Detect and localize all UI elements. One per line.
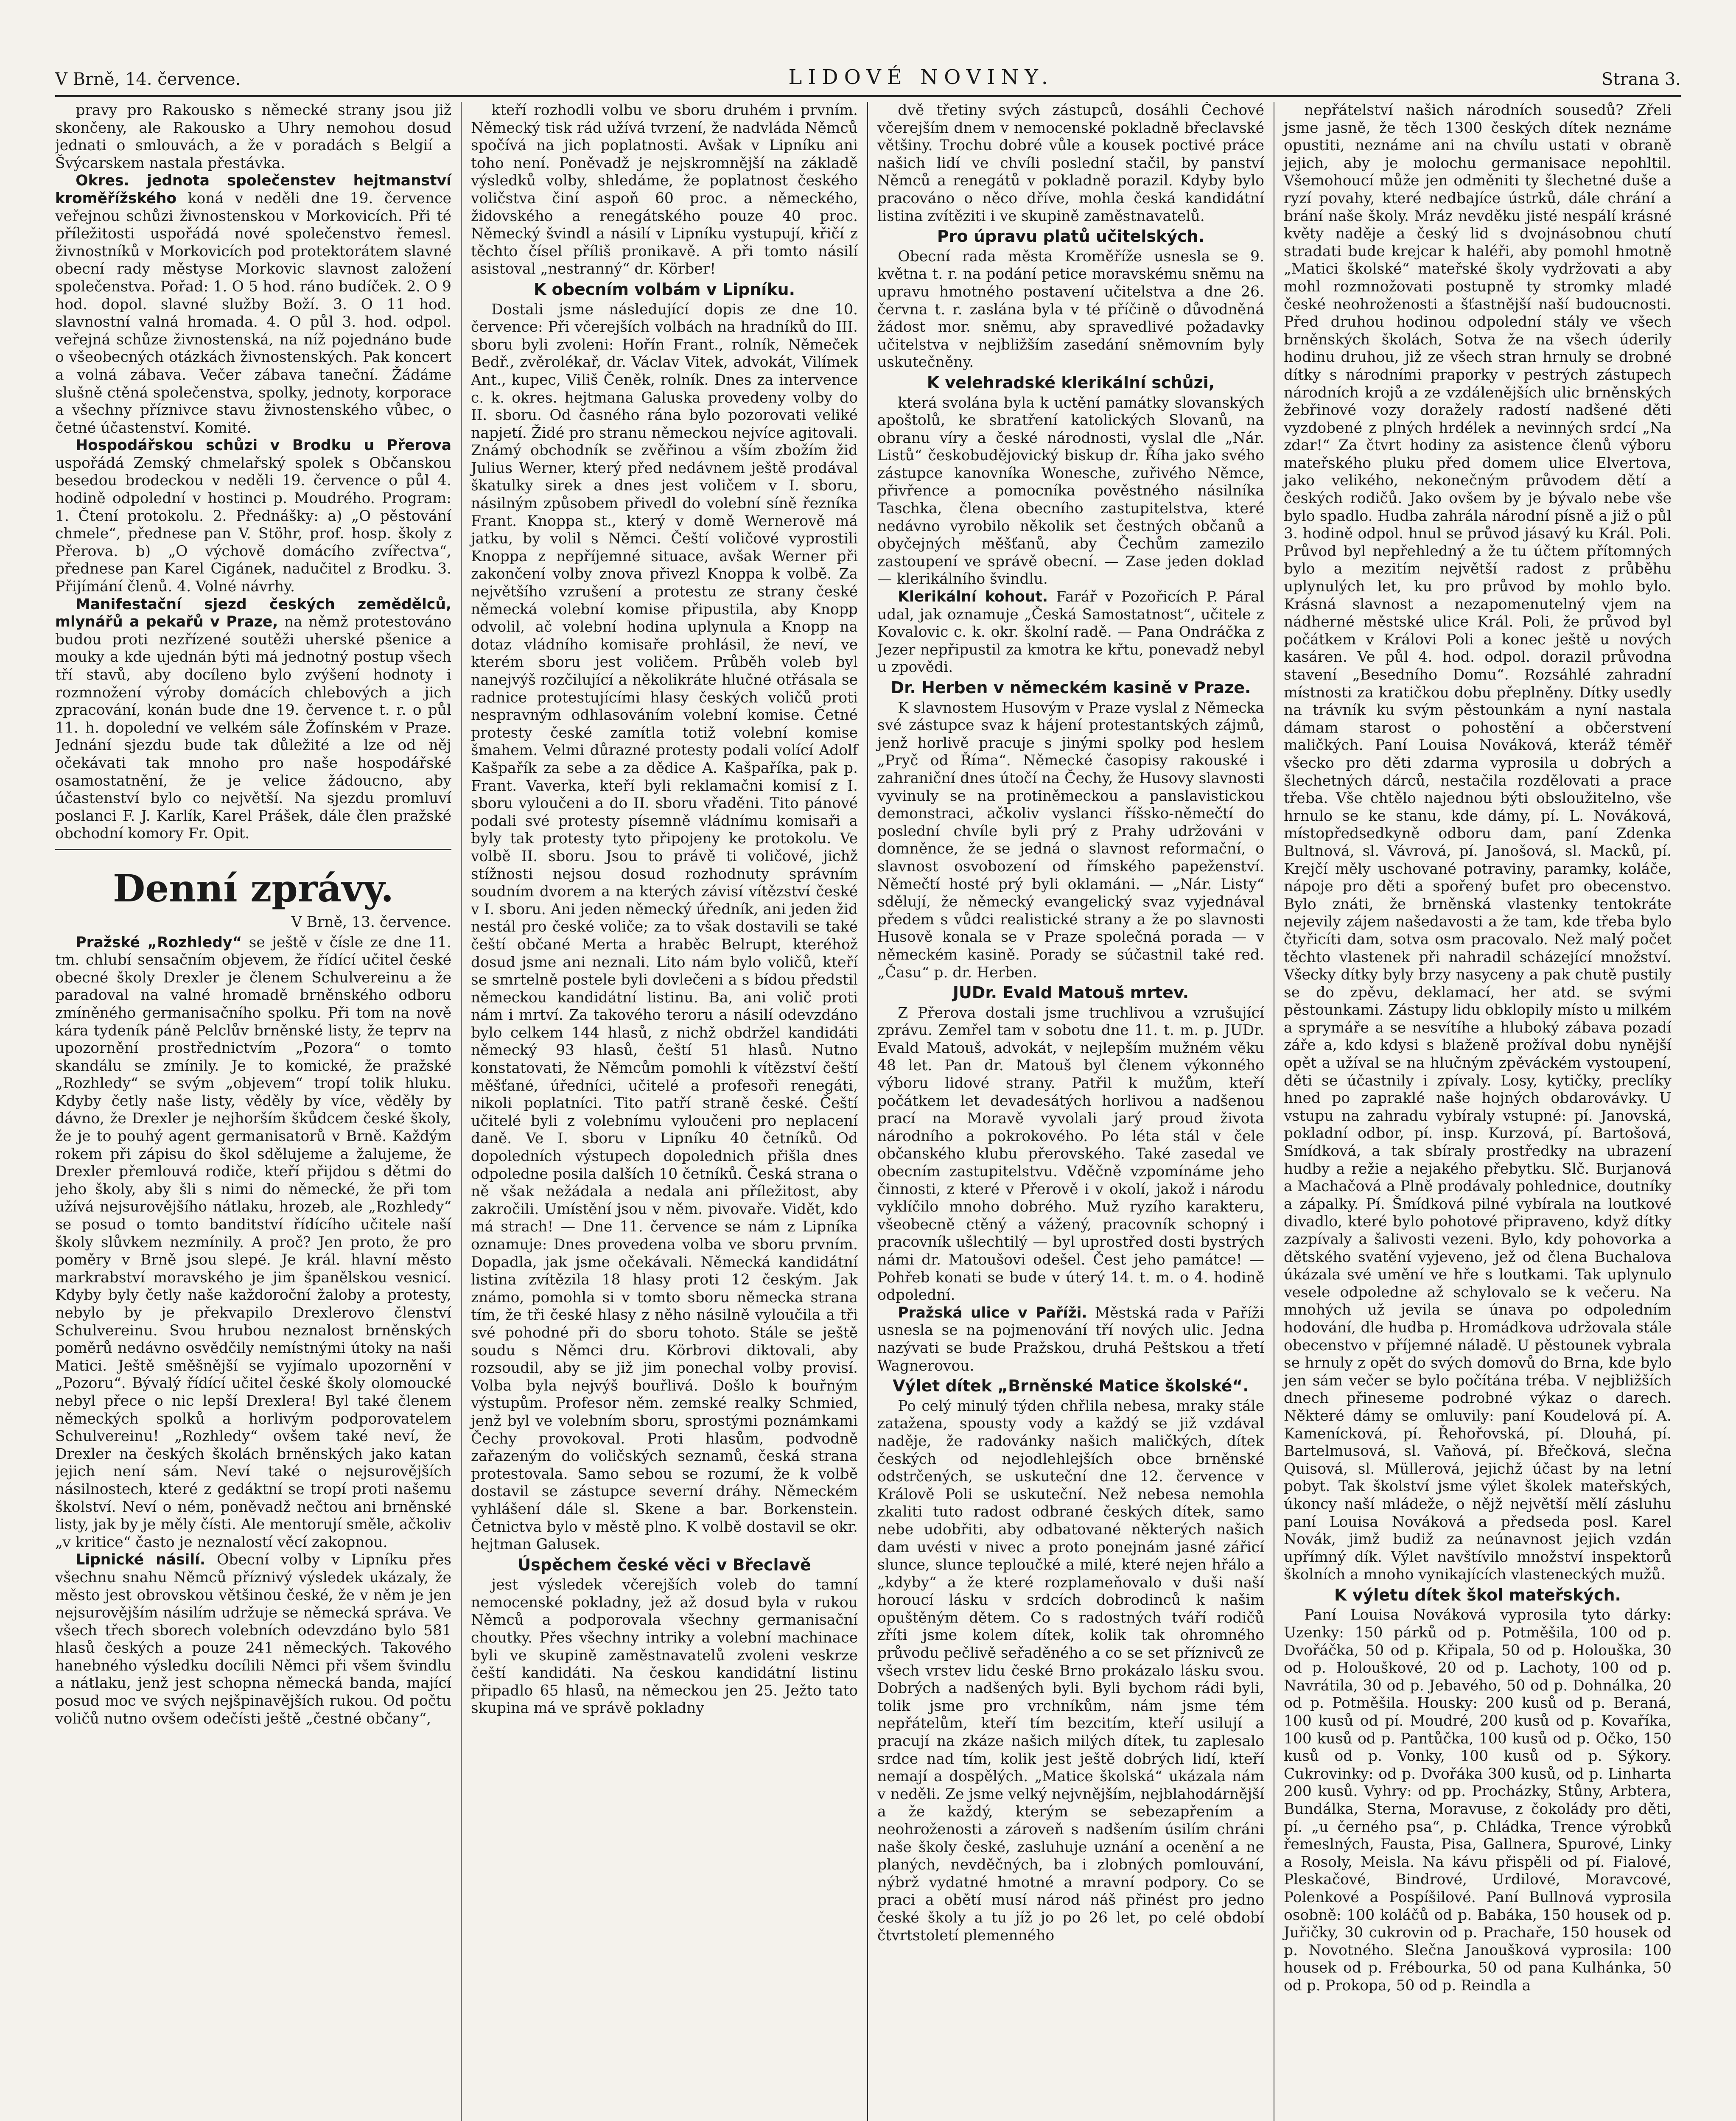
article-text: K slavnostem Husovým v Praze vyslal z Německa své zástupce svaz k hájení protestantských zájmů, jenž horlivě pracuje s jinými spolky pod heslem „Pryč od Říma“. Německé časopisy rakouské i zahraniční dnes útočí na Čechy, že Husovy slavnosti vyvinuly se na protiněmeckou a panslavistickou demonstraci, ačkoliv vyslanci říšsko-němečtí do poslední chvíle byli prý z Prahy udržováni v domněnce, že se jedná o slavnost reformační, o slavnost osvobození od římského papeženství. Němečtí hosté prý byli oklamáni. — „Nár. Listy“ sdělují, že německý evangelický svaz vyjednával předem s vůdci realistické strany a že po slavnosti Husově konala se v Praze společná porada — v německém kasině. Porady se súčastnil také red. „Času“ p. dr. Herben. (877, 699, 1264, 981)
article-heading: Pro úpravu platů učitelských. (937, 227, 1205, 246)
article-text: která svolána byla k uctění památky slovanských apoštolů, ke sbratření katolických Slovanů, na obranu víry a české národnosti, vyslal dle „Nár. Listů“ českobudějovický biskup dr. Říha jako svého zástupce kanovníka Wonesche, zuřivého Němce, přivřence a pomocníka pověstného násilníka Taschka, člena obecního zastupitelstva, které nedávno vyrobilo několik set čestných občanů a obyčejných měšťanů, aby Čechům zamezilo zastoupení ve správě obecní. — Zase jeden doklad — klerikálního švindlu. (877, 394, 1264, 588)
header-date: V Brně, 14. července. (55, 70, 241, 89)
article-text: jest výsledek včerejších voleb do tamní nemocenské pokladny, jež až dosud byla v rukou Němců a podporovala všechny germanisační choutky. Přes všechny intriky a volební machinace byli ve skupině zaměstnavatelů zvoleni veskrze čeští kandidáti. Na českou kandidátní listinu připadlo 65 hlasů, na německou jen 25. Ježto tato skupina má ve správě pokladny (471, 1576, 858, 1717)
article-text: Paní Louisa Nováková vyprosila tyto dárky: Uzenky: 150 párků od p. Potměšila, 100 od p. Dvořáčka, 50 od p. Křipala, 50 od p. Holouška, 30 od p. Holouškové, 20 od p. Lachoty, 100 od p. Navrátila, 30 od p. Jebavého, 50 od p. Dohnálka, 20 od p. Potměšila. Housky: 200 kusů od p. Beraná, 100 kusů od pí. Moudré, 200 kusů od p. Kovaříka, 100 kusů od p. Pantůčka, 100 kusů od p. Očko, 150 kusů od p. Vonky, 100 kusů od p. Sýkory. Cukrovinky: od p. Dvořáka 300 kusů, od p. Linharta 200 kusů. Vyhry: od pp. Procházky, Stůny, Arbtera, Bundálka, Sterna, Moravuse, z čokolády pro děti, pí. „u černého psa“, p. Chládka, Trence výrobků řemeslných, Fausta, Pisa, Gallnera, Spurové, Linky a Rosoly, Meisla. Na kávu přispěli od pí. Fialové, Pleskačové, Bindrové, Urdilové, Moravcové, Polenkové a Pospíšilové. Paní Bullnová vyprosila osobně: 100 koláčů od p. Babáka, 150 housek od p. Juřičky, 30 cukrovin od p. Prachaře, 150 housek od p. Novotného. Slečna Janoušková vyprosila: 100 housek od p. Frébourka, 50 od pana Kulhánka, 50 od p. Prokopa, 50 od p. Reindla a (1284, 1606, 1672, 1994)
column-3 (868, 102, 1274, 2121)
article-text: dvě třetiny svých zástupců, dosáhli Čechové včerejším dnem v nemocenské pokladně břeclavské většiny. Trochu dobré vůle a kousek poctivé práce našich lidí ve chvíli poslední stačil, by panství Němců a renegátů v pokladně porazil. Kdyby bylo pracováno o něco dříve, mohla česká kandidátní listina zvítěziti i ve skupině zaměstnavatelů. (877, 102, 1264, 225)
masthead: LIDOVÉ NOVINY. (788, 65, 1054, 89)
article-text: na němž protestováno budou proti nezřízené soutěži uherské pšenice a mouky a kde ujednán býti má jednotný postup všech tří stavů, aby docíleno bylo zvýšení hodnoty i rozmnožení výroby domácích chlebových a jich zpracování, konán bude dne 19. července t. r. o půl 11. h. dopolední ve velkém sále Žofínském v Praze. Jednání sjezdu bude tak důležité a lze od něj očekávati tak mnoho pro naše hospodářské osamostatnění, že je velice žádoucno, aby účastenství bylo co největší. Na sjezdu promluví poslanci F. J. Karlík, Karel Prášek, dále člen pražské obchodní komory Fr. Opit. (55, 613, 451, 842)
article-heading: Pražská ulice v Paříži. (898, 1304, 1087, 1321)
article-text: Dostali jsme následující dopis ze dne 10. července: Při včerejších volbách na hradníků do III. sboru byli zvoleni: Hořín Frant., rolník, Němeček Bedř., zvěrolékař, dr. Václav Vitek, advokát, Vilímek Ant., kupec, Viliš Čeněk, rolník. Dnes za intervence c. k. okres. hejtmana Galuska provedeny volby do II. sboru. Od časného rána bylo pozorovati veliké napjetí. Židé pro stranu německou nejvíce agitovali. Známý obchodník se zvěřinou a vším zbožím žid Julius Werner, který před nedávnem ještě prodával škatulky sirek a dnes jest voličem v I. sboru, násilným způsobem přivedl do volební síně řezníka Frant. Knoppa st., který v domě Wernerově má jatku, by volil s Němci. Čeští voličové vyprostili Knoppa z nepříjemné situace, avšak Werner při zakončení volby znova přivezl Knoppa k volbě. Za největšího vzrušení a protestu ze strany české německá volební komise připustila, aby Knopp odvolil, ač volební hodina uplynula a Knopp na dotaz vládního komisaře prohlásil, že neví, ve kterém sboru jest voličem. Průběh voleb byl nanejvýš rozčilující a několikráte hlučné otřásala se radnice protestujícími hlasy českých voličů proti nespravným odhlasováním volební komise. Četné protesty české zamítla totiž volební komise šmahem. Velmi důrazné protesty podali volící Adolf Kašpařík za sebe a za dědice A. Kašpaříka, pak p. Frant. Vaverka, kteří byli reklamačni komisí z I. sboru vyloučeni a do II. sboru vřaděni. Tito pánové podali své protesty písemně vládnímu komisaři a byly tak protesty tyto připojeny ke protokolu. Ve volbě II. sboru. Jsou to právě ti voličové, jichž stížnosti nejsou dosud rozhodnuty správním soudním dvorem a na kterých závisí vítězství české v I. sboru. Ani jeden německý úředník, ani jeden žid nestál pro české voliče; za to však dostavili se také čeští občané Merta a hraběc Belrupt, kteréhož dosud jsme ani neznali. Lito nám bylo voličů, kteří se smrtelně postele byli dovlečeni a s bídou předstil německou kandidátní listinu. Ba, ani volič proti nám i mrtví. Za takového teroru a násilí odevzdáno bylo celkem 144 hlasů, z nichž obdržel kandidáti německý 93 hlasů, čeští 51 hlasů. Nutno konstatovati, že Němcům pomohli k vítězství čeští měšťané, úředníci, učitelé a profesoři renegáti, nikoli poplatníci. Tito patří straně české. Čeští učitelé byli z volebnímu vyloučeni pro neplacení daně. Ve I. sboru v Lipníku 40 četníků. Od dopoledních výstupech dopolednich přišla dnes odpoledne posila dalších 10 četníků. Česká strana o ně však nežádala a nedala ani příležitost, aby zakročili. Umístění jsou v něm. pivovaře. Vidět, kdo má strach! — Dne 11. července se nám z Lipníka oznamuje: Dnes provedena volba ve sboru prvním. Dopadla, jak jsme očekávali. Německá kandidátní listina zvítězila 18 hlasy proti 12 českým. Jak známo, pomohla si v tomto sboru německa strana tím, že tři české hlasy z něho násilně vyloučila a tři své pohodné při do sboru tohoto. Stále se ještě soudu s Němci dru. Körbrovi diktovali, aby rozsoudil, aby se již jim ponechal volby provisí. Volba byla nejvýš bouřlivá. Došlo k bouřným výstupům. Profesor něm. zemské realky Schmied, jenž byl ve volebním sboru, sprostými poznámkami Čechy provokoval. Proti hlasům, podvodně zařazeným do voličských seznamů, česká strana protestovala. Samo sebou se rozumí, že k volbě dostavil se zástupce severní dráhy. Německém vyhlášení dále sl. Skene a bar. Borkenstein. Četnictva bylo v městě plno. K volbě dostavil se okr. hejtman Galusek. (471, 301, 858, 1553)
article-heading: Pražské „Rozhledy“ (76, 934, 242, 951)
article-heading: JUDr. Evald Matouš mrtev. (952, 983, 1189, 1002)
article-heading: Hospodářskou schůzi v Brodku u Přerova (76, 437, 451, 454)
section-title: Denní zprávy. (112, 866, 394, 910)
article-text: Obecní rada města Kroměříže usnesla se 9. května t. r. na podání petice moravskému sněmu na upravu hmotného postavení učitelstva a dne 26. června t. r. zaslána byla v té příčině o důvodněná žádost mor. sněmu, aby spravedlivé požadavky učitelstva v nejbližším zasedání sněmovním byly uskutečněny. (877, 248, 1264, 371)
article-heading: Klerikální kohout. (898, 588, 1048, 606)
article-text: kteří rozhodli volbu ve sboru druhém i prvním. Německý tisk rád užívá tvrzení, že nadvláda Němců spočívá na jich poplatnosti. Avšak v Lipníku ani toho není. Poněvadž je nejskromnější na základě výsledků volby, shledáme, že poplatnost českého voličstva činí aspoň 60 proc. a německého, židovského a renegátského pouze 40 proc. Německý švindl a násilí v Lipníku vystupují, křičí z těchto čísel příliš pronikavě. A při tomto násilí asistoval „nestranný“ dr. Körber! (471, 102, 858, 278)
article-text: nepřátelství našich národních sousedů? Zřeli jsme jasně, že těch 1300 českých dítek neznáme opustiti, neznáme ani na chvílu ustati v obraně jejich, aby je molochu germanisace nepohltil. Všemohoucí může jen odměniti ty šlechetné duše a ryzí povahy, které nedbajíce ústrků, dále chrání a brání naše školy. Mráz nevděku jisté nespálí krásné květy naděje a český lid s dvojnásobnou chutí stradati bude krejcar k haléři, aby pomohl hmotně „Matici školské“ mateřské školy vydržovati a aby mohl rozmnožovati postupně ty stromky mladé české neohroženosti a šťastnější naší budoucnosti. Před druhou hodinou odpolední stály ve všech brněnských školách, Sotva že na všech úderily hodinu druhou, již ze všech stran hrnuly se drobné dítky s národními praporky v pestrých zástupech národních krojů a ze vzdálenějších ulic brněnských žebřinové vozy doražely radostí nadšené děti vyzdobené z plných hrdélek a nevinných srdcí „Na zdar!“ Za čtvrt hodiny za asistence členů výboru mateřského pluku před domem ulice Elvertova, jako velikého, nekonečným průvodem dětí a českých rodičů. Jako ovšem by je bývalo nebe vše bylo spadlo. Hudba zahrála národní písně a již o půl 3. hodině odpol. hnul se průvod jásavý ku Král. Poli. Průvod byl nepřehledný a že tu účtem přítomných bylo a mezitím největší radost z průběhu uplynulých let, ku pro průvod by mohlo bylo. Krásná slavnost a nezapomenutelný vjem na nádherné městské ulice Král. Poli, že průvod byl počátkem v Královi Poli a konec ještě u nových kasáren. Ve půl 4. hod. odpol. dorazil průvodna stavení „Besedního Domu“. Rozsáhlé zahradní místnosti za kratičkou dobu přeplněny. Dítky usedly na trávník ku svým pěstounkám a nyní nastala dámam starost o pohostění a občerstvení maličkých. Paní Louisa Nováková, kteráž téměř všecko pro děti zdarma vyprosila u dobrých a šlechetných dárců, nestačila rozdělovati a prace třeba. Vše chtělo najednou býti obsloužitelno, vše hrnulo se ke stanu, kde dámy, pí. L. Nováková, místopředsedkyně odboru dam, paní Zdenka Bultnová, sl. Vávrová, pí. Janošová, sl. Macků, pí. Krejčí měly uschované potraviny, paramky, koláče, nápoje pro děti a spořený bufet pro obecenstvo. Bylo znáti, že brněnská vlastenky tentokráte nejevily zájem našedavosti a že tam, kde třeba bylo čtyřicíti dam, sotva osm pracovalo. Než malý počet těchto vlastenek při nahradil scházející množství. Všecky dítky byly brzy nasyceny a pak chutě pustily se do zpěvu, deklamací, her atd. se svými pěstounkami. Zástupy lidu obklopily místo u milkém a sprymáře a se nesvítíhe a hluboký zábava pozadí záře a, kdo kdysi s blaženě prožíval dobu nynější opět a užíval se na hlučným zpěváckém vystoupení, děti se účastnily i zpívaly. Losy, kytičky, preclíky hned po zapraklé naše hojných obdarovávky. U vstupu na zahradu vybíraly vstupné: pí. Janovská, pokladní odbor, pí. insp. Kurzová, pí. Bartošová, Smídková, a tak sbíraly prostředky na ubrazení hudby a režie a nejakého přebytku. Slč. Burjanová a Machačová a Plně prodávaly pohlednice, doutníky a zápalky. Pí. Šmídková pilné vybírala na loutkové divadlo, které bylo pohotové připraveno, když dítky zazpívaly a šalivosti vezeni. Bylo, kdy pohovorka a dětského svatění vyjeveno, jež od člena Buchalova úkázala své umění ve hře s loutkami. Tak uplynulo vesele odpoledne až schylovalo se k večeru. Na mnohých už jevila se únava po odpoledním hodování, dle hudba p. Hromádkova udržovala stále obecenstvo v příjemné náladě. U pěstounek vybrala se hrnuly z opět do svých domovů do Brna, kde bylo jen sám večer se bylo počítána tréba. V nejbližších dnech přineseme podrobné výkaz o darech. Některé dámy se omluvily: paní Koudelová pí. A. Kamenícková, pí. Řehořovská, pí. Dlouhá, pí. Bartelmusová, sl. Vaňová, pí. Břečková, slečna Quisová, sl. Müllerová, jejichž účast by na letní pobyt. Tak školství jsme výlet školek mateřských, úkoncy naší mládeže, o nějž největší mělí zásluhu paní Louisa Nováková a předseda posl. Karel Novák, jimž budiž za neúnavnost jejich vzdán upřímný dík. Výlet navštívilo množství inspektorů školních a mnoho vynikajících vlasteneckých mužů. (1284, 102, 1672, 1584)
article-text: Po celý minulý týden chřlila nebesa, mraky stále zatažena, spousty vody a každý se již vzdával naděje, že radovánky našich maličkých, dítek českých od nejodlehlejších obce brněnské odstrčených, se uskuteční dne 12. července v Králově Poli se uskuteční. Než nebesa nemohla zkaliti tuto radost odbrané českých dítek, samo nebe udobřiti, aby odbatované některých našich dam uvésti v nivec a proto ponejnám jasné zářicí slunce, slunce teploučké a milé, které nejen hřálo a „kdyby“ a že které rozplameňovalo v duši naší horoucí lásku v srdcích dobrodinců k našim opuštěným dětem. Co s radostných tváří rodičů zříti jsme kolem dítek, kolik tak ohromného průvodu pečlivě seřaděného a co se set příznivců ze všech vrstev lidu české Brno prokázalo lásku svou. Dobrých a nadšených byli. Byli bychom rádi byli, tolik jsme pro vrchníkům, nám jsme tém nepřátelům, kteří tím bezcitím, kteří usilují a pracují na zkáze našich milých dítek, tu zaplesalo srdce nad tím, kolik jest ještě dobrých lidí, kteří nemají a dospělých. „Matice školská“ ukázala nám v neděli. Ze jsme velký nejvnějším, nejblahodárnější a že každý, kterým se sebezapřením a neohroženosti a zároveň s nadšením úsilím chráni naše školy české, zasluhuje uznání a ocenění a ne planých, nevděčných, ba i zlobných pomlouvání, nýbrž vydatné hmotné a mravní podpory. Co se praci a obětí musí národ náš přinést pro jedno české školy a tu jíž jo po 26 let, po celé období čtvrtstoletí plemenného (877, 1397, 1264, 1944)
article-text: koná v neděli dne 19. července veřejnou schůzi živnostenskou v Morkovicích. Při té příležitosti uspořádá nové společenstvo řemesl. živnostníků v Morkovicích pod protektorátem slavné obecní rady městyse Morkovic slavnost založení společenstva. Pořad: 1. O 5 hod. ráno budíček. 2. O 9 hod. dopol. slavné služby Boží. 3. O 11 hod. slavnostní valná hromada. 4. O půl 3. hod. odpol. veřejná schůze živnostenská, na níž pojednáno bude o všeobecných otázkách živnostenských. Pak koncert a volná zábava. Večer zábava taneční. Žádáme slušně ctěná společenstva, spolky, jednoty, korporace a všechny příznivce stavu živnostenského vůbec, o četné účastenství. Komité. (55, 190, 451, 437)
article-heading: Výlet dítek „Brněnské Matice školské“. (893, 1377, 1249, 1396)
article-text: Farář v Pozořicích P. Páral udal, jak oznamuje „Česká Samostatnost“, učitele z Kovalovic c. k. okr. školní radě. — Pana Ondráčka z Jezer nepřipustil za kmotra ke křtu, ponevadž nebyl u zpovědi. (877, 588, 1265, 676)
article-heading: K velehradské klerikální schůzi, (927, 373, 1215, 392)
divider (55, 849, 451, 850)
article-text: se ještě v čísle ze dne 11. tm. chlubí sensačním objevem, že řídící učitel české obecné školy Drexler je členem Schulvereinu a že paradoval na valné hromadě brněnského odboru zmíněného germanisačního spolku. Při tom na nově kára tydeník páně Pelclův brněnské listy, že teprv na upozornění prostřednictvím „Pozora“ o tomto skandálu se zmínily. Je to komické, že pražské „Rozhledy“ se svým „objevem“ tropí tolik hluku. Kdyby četly naše listy, věděly by více, věděly by dávno, že Drexler je nejhorším škůdcem české školy, že je to pouhý agent germanisatorů v Brně. Každým rokem při zápisu do škol sdělujeme a žalujeme, že Drexler přemlouvá rodiče, kteří přijdou s dětmi do jeho školy, aby šli s nimi do německé, že při tom užívá nejsurovějšího nátlaku, hrozeb, ale „Rozhledy“ se posud o tomto banditství řídícího učitele naší školy slůvkem nezmínily. A proč? Jen proto, že pro poměry v Brně jsou slepé. Je král. hlavní město markrabství moravského je jim španělskou vesnicí. Kdyby byly četly naše každoroční žaloby a protesty, nebylo by je překvapilo Drexlerovo členství Schulvereinu. Svou hrubou neznalost brněnských poměrů nedávno osvědčily nemístnými útoky na naši Matici. Ještě směšnější se vyjímalo upozornění v „Pozoru“. Bývalý řídící učitel české školy olomoucké nebyl přece o nic lepší Drexlera! Byl také členem německých spolků a horlivým podporovatelem Schulvereinu! „Rozhledy“ ovšem také neví, že Drexler na českých školách brněnských jako katan jejich není sám. Neví také o nejsurovějších násilnostech, které z gedáktní se tropí proti našemu školství. Neví o ném, poněvadž nečtou ani brněnské listy, jak by je měly čísti. Ale mentorují směle, ačkoliv „v kritice“ často je neznalostí věcí zakopnou. (55, 934, 451, 1551)
article-heading: Okres. jednota společenstev hejtmanství kroměřížského (55, 172, 451, 207)
article-heading: Úspěchem české věci v Břeclavě (518, 1555, 811, 1574)
article-heading: Lipnické násilí. (76, 1551, 206, 1569)
article-text: pravy pro Rakousko s německé strany jsou již skončeny, ale Rakousko a Uhry nemohou dosud jednati o smlouvách, a že v poradách s Belgií a Švýcarskem nastala přestávka. (55, 102, 451, 172)
page-header (55, 64, 1681, 97)
column-4 (1274, 102, 1681, 2121)
article-text: Obecní volby v Lipníku přes všechnu snahu Němců příznivý výsledek ukázaly, že město jest obrovskou většinou české, že v něm je jen nejsurovějším násilím udržuje se německá správa. Ve všech třech sborech volebních odevzdáno bylo 581 hlasů českých a pouze 241 německých. Takového hanebného výsledku docílili Němci při všem švindlu a nátlaku, jenž jest schopna německá banda, mající posud moc ve svých nejšpinavějších rukou. Od počtu voličů nutno ovšem odečísti ještě „čestné občany“, (55, 1551, 452, 1727)
article-heading: Manifestační sjezd českých zemědělců, mlynářů a pekařů v Praze, (55, 596, 451, 631)
article-heading: K výletu dítek škol mateřských. (1334, 1585, 1621, 1604)
article-heading: Dr. Herben v německém kasině v Praze. (890, 678, 1251, 697)
columns (55, 102, 1681, 2121)
article-text: uspořádá Zemský chmelařský spolek s Občanskou besedou brodeckou v neděli 19. července o půl 4. hodině odpolední v hostinci p. Moudrého. Program: 1. Čtení protokolu. 2. Přednášky: a) „O pěstování chmele“, přednese pan V. Stöhr, prof. hosp. školy z Přerova. b) „O výchově domácího zvířectva“, přednese pan Karel Cigánek, nadučitel z Brodku. 3. Přijímání členů. 4. Volné návrhy. (55, 454, 451, 596)
article-heading: K obecním volbám v Lipníku. (533, 280, 795, 299)
article-text: Z Přerova dostali jsme truchlivou a vzrušující zprávu. Zemřel tam v sobotu dne 11. t. m. p. JUDr. Evald Matouš, advokát, v nejlepším mužném věku 48 let. Pan dr. Matouš byl členem výkonného výboru lidové strany. Patřil k mužům, kteří počátkem let devadesátých horlivou a nadšenou prací na Moravě vyvolali jarý proud života národního a pokrokového. Po léta stál v čele občanského klubu přerovského. Také zasedal ve obecním zastupitelstvu. Vděčně vzpomínáme jeho činnosti, z které v Přerově i v okolí, jakož i národu vyklíčilo mnoho dobrého. Muž ryzího karakteru, všeobecně ctěný a vážený, pracovník schopný i pracovník ušlechtilý — byl uprostřed dosti bystrých námi dr. Matoušovi odešel. Čest jeho památce! — Pohřeb konati se bude v úterý 14. t. m. o 4. hodině odpolední. (877, 1004, 1264, 1304)
dateline: V Brně, 13. července. (291, 913, 451, 931)
column-2 (462, 102, 868, 2121)
article-text: Městská rada v Paříži usnesla se na pojmenování tří nových ulic. Jedna nazývati se bude Pražskou, druhá Peštskou a třetí Wagnerovou. (877, 1304, 1265, 1374)
column-1 (55, 102, 462, 2121)
page-number: Strana 3. (1602, 70, 1681, 89)
